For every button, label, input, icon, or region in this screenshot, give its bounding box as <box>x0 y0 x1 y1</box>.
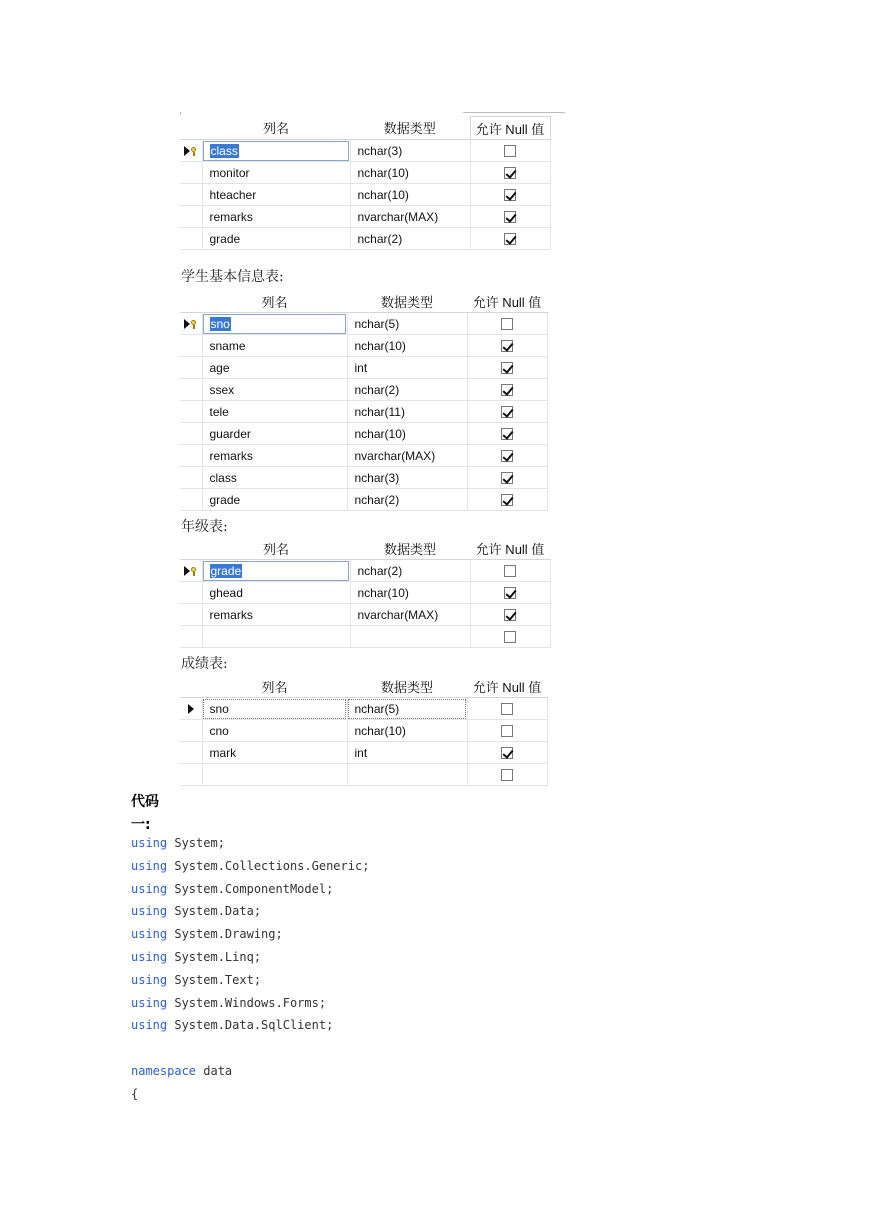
code-line <box>131 882 333 896</box>
column-name-text: tele <box>209 404 229 419</box>
table-row[interactable] <box>180 604 550 626</box>
table-row[interactable] <box>180 162 550 184</box>
code-keyword: namespace <box>131 1064 197 1078</box>
current-row-arrow-icon <box>184 319 190 329</box>
column-name-cell[interactable] <box>202 401 347 423</box>
grade-table-header <box>180 537 550 560</box>
column-name-text: sno <box>209 701 229 716</box>
row-selector[interactable] <box>180 582 202 604</box>
allow-null-checkbox[interactable] <box>504 233 516 245</box>
current-row-arrow-icon <box>184 566 190 576</box>
code-text: System.Text; <box>167 972 262 987</box>
allow-null-cell[interactable] <box>467 764 547 786</box>
code-keyword: using <box>131 858 168 873</box>
code-keyword: using <box>131 972 168 987</box>
data-type-header[interactable]: 数据类型 <box>347 675 467 698</box>
data-type-cell[interactable] <box>350 560 470 582</box>
column-name-cell[interactable] <box>202 357 347 379</box>
allow-null-checkbox[interactable] <box>504 609 516 621</box>
allow-null-cell[interactable] <box>467 467 547 489</box>
data-type-text: nchar(11) <box>354 404 405 419</box>
data-type-text: nchar(10) <box>357 585 409 600</box>
code-keyword: using <box>131 881 168 896</box>
code-text: System.Linq; <box>167 950 262 964</box>
allow-null-cell[interactable] <box>467 698 547 720</box>
row-selector[interactable] <box>180 604 202 626</box>
row-selector[interactable] <box>180 720 202 742</box>
row-selector-header <box>180 675 202 698</box>
column-name-cell[interactable] <box>202 445 347 467</box>
code-line <box>131 1087 138 1101</box>
allow-null-checkbox[interactable] <box>501 428 513 440</box>
column-name-text: class <box>209 470 237 485</box>
data-type-cell[interactable] <box>350 582 470 604</box>
data-type-cell[interactable] <box>347 467 467 489</box>
col-name-header[interactable]: 列名 <box>202 290 347 313</box>
current-row-arrow-icon <box>184 146 190 156</box>
allow-null-header[interactable]: 允许 Null 值 <box>470 117 550 140</box>
row-selector[interactable] <box>180 401 202 423</box>
data-type-text: nchar(10) <box>354 723 406 738</box>
column-name-cell[interactable] <box>202 764 347 786</box>
data-type-text: int <box>354 745 368 760</box>
allow-null-checkbox[interactable] <box>501 406 513 418</box>
data-type-cell[interactable] <box>350 140 470 162</box>
code-text: System.Collections.Generic; <box>167 858 370 873</box>
code-text: System.ComponentModel; <box>167 881 334 896</box>
allow-null-checkbox[interactable] <box>504 587 516 599</box>
allow-null-checkbox[interactable] <box>504 167 516 179</box>
column-name-text: mark <box>209 745 237 760</box>
column-name-text: sname <box>209 338 246 353</box>
row-selector[interactable] <box>180 560 202 582</box>
student-table-body <box>180 313 547 511</box>
allow-null-checkbox[interactable] <box>501 362 513 374</box>
column-name-text: cno <box>209 723 229 738</box>
score-table <box>180 675 548 786</box>
allow-null-cell[interactable] <box>470 604 550 626</box>
data-type-cell[interactable] <box>350 184 470 206</box>
allow-null-cell[interactable] <box>467 401 547 423</box>
data-type-header[interactable]: 数据类型 <box>350 537 470 560</box>
row-selector[interactable] <box>180 489 202 511</box>
grade-table <box>180 537 551 648</box>
column-name-cell[interactable] <box>202 626 350 648</box>
column-name-cell[interactable] <box>202 379 347 401</box>
col-name-header[interactable]: 列名 <box>202 117 350 140</box>
column-name-text: remarks <box>209 607 253 622</box>
row-selector[interactable] <box>180 335 202 357</box>
data-type-text: nvarchar(MAX) <box>357 209 439 224</box>
code-keyword: using <box>131 836 168 850</box>
data-type-text: nchar(10) <box>357 187 409 202</box>
allow-null-cell[interactable] <box>467 423 547 445</box>
row-selector[interactable] <box>180 140 202 162</box>
data-type-text: nchar(3) <box>357 143 403 158</box>
column-name-cell[interactable] <box>202 184 350 206</box>
data-type-cell[interactable] <box>347 445 467 467</box>
primary-key-indicator-icon <box>184 319 197 329</box>
row-selector[interactable] <box>180 228 202 250</box>
table-row[interactable] <box>180 764 547 786</box>
allow-null-checkbox[interactable] <box>501 340 513 352</box>
class-table-header <box>180 117 550 140</box>
row-selector[interactable] <box>180 467 202 489</box>
row-selector[interactable] <box>180 423 202 445</box>
data-type-cell[interactable] <box>347 357 467 379</box>
row-selector[interactable] <box>180 313 202 335</box>
row-selector[interactable] <box>180 742 202 764</box>
code-keyword: using <box>131 995 168 1010</box>
code-line <box>131 950 261 964</box>
code-keyword: using <box>131 904 168 919</box>
key-icon <box>191 147 197 156</box>
column-name-cell[interactable] <box>202 228 350 250</box>
code-line <box>131 1064 232 1078</box>
grade-table-caption: 年级表: <box>181 519 228 535</box>
allow-null-checkbox[interactable] <box>501 494 513 506</box>
table-row[interactable] <box>180 626 550 648</box>
allow-null-header[interactable]: 允许 Null 值 <box>467 675 547 698</box>
column-name-cell[interactable] <box>202 560 350 582</box>
col-name-header[interactable]: 列名 <box>202 675 347 698</box>
data-type-header[interactable]: 数据类型 <box>347 290 467 313</box>
column-name-text: remarks <box>209 448 253 463</box>
data-type-cell[interactable] <box>347 313 467 335</box>
table-row[interactable] <box>180 720 547 742</box>
data-type-text: nvarchar(MAX) <box>357 607 439 622</box>
data-type-text: int <box>354 360 368 375</box>
row-selector[interactable] <box>180 162 202 184</box>
allow-null-checkbox[interactable] <box>501 703 513 715</box>
row-selector-header <box>180 537 202 560</box>
allow-null-checkbox[interactable] <box>504 145 516 157</box>
data-type-text: nchar(10) <box>354 426 406 441</box>
row-selector[interactable] <box>180 379 202 401</box>
table-row[interactable] <box>180 467 547 489</box>
data-type-cell[interactable] <box>350 228 470 250</box>
column-name-text: ssex <box>209 382 235 397</box>
allow-null-header[interactable]: 允许 Null 值 <box>467 290 547 313</box>
table-row[interactable] <box>180 206 550 228</box>
score-table-body <box>180 698 547 786</box>
code-line <box>131 904 261 918</box>
column-name-cell[interactable] <box>202 467 347 489</box>
code-text: { <box>131 1086 139 1101</box>
data-type-header[interactable]: 数据类型 <box>350 117 470 140</box>
column-name-text: guarder <box>209 426 251 441</box>
table-row[interactable] <box>180 582 550 604</box>
data-type-text: nchar(2) <box>357 231 403 246</box>
table-row[interactable] <box>180 184 550 206</box>
row-selector[interactable] <box>180 184 202 206</box>
code-line <box>131 836 225 850</box>
row-selector[interactable] <box>180 764 202 786</box>
data-type-text: nchar(3) <box>354 470 400 485</box>
allow-null-checkbox[interactable] <box>504 565 516 577</box>
row-selector[interactable] <box>180 206 202 228</box>
allow-null-cell[interactable] <box>470 140 550 162</box>
column-name-text: ghead <box>209 585 243 600</box>
column-name-text: monitor <box>209 165 250 180</box>
allow-null-cell[interactable] <box>470 228 550 250</box>
allow-null-header[interactable]: 允许 Null 值 <box>470 537 550 560</box>
column-name-cell[interactable] <box>202 423 347 445</box>
data-type-cell[interactable] <box>347 379 467 401</box>
allow-null-cell[interactable] <box>467 379 547 401</box>
allow-null-cell[interactable] <box>467 720 547 742</box>
column-name-text: remarks <box>209 209 253 224</box>
table-row[interactable] <box>180 335 547 357</box>
column-name-text: grade <box>210 563 242 578</box>
allow-null-cell[interactable] <box>467 445 547 467</box>
col-name-header[interactable]: 列名 <box>202 537 350 560</box>
data-type-text: nchar(2) <box>357 563 403 578</box>
code-text: System.Data; <box>167 904 262 919</box>
code-line <box>131 859 369 873</box>
table-row[interactable] <box>180 445 547 467</box>
table-row[interactable] <box>180 489 547 511</box>
allow-null-checkbox[interactable] <box>501 318 513 330</box>
allow-null-cell[interactable] <box>467 742 547 764</box>
row-selector[interactable] <box>180 445 202 467</box>
data-type-cell[interactable] <box>347 423 467 445</box>
data-type-text: nchar(2) <box>354 492 400 507</box>
code-subheading: 一: <box>131 817 151 833</box>
student-table-header <box>180 290 547 313</box>
column-name-cell[interactable] <box>202 140 350 162</box>
row-selector[interactable] <box>180 698 202 720</box>
class-table-body <box>180 140 550 250</box>
allow-null-checkbox[interactable] <box>501 769 513 781</box>
score-table-caption: 成绩表: <box>181 656 228 672</box>
code-text: System.Windows.Forms; <box>167 995 327 1010</box>
data-type-text: nchar(5) <box>354 316 400 331</box>
allow-null-cell[interactable] <box>470 206 550 228</box>
column-name-text: sno <box>210 316 230 331</box>
code-line <box>131 1018 333 1032</box>
column-name-cell[interactable] <box>202 582 350 604</box>
data-type-text: nchar(10) <box>357 165 409 180</box>
column-name-text: hteacher <box>209 187 257 202</box>
data-type-cell[interactable] <box>347 335 467 357</box>
code-text: System.Drawing; <box>167 927 283 942</box>
code-keyword: using <box>131 927 168 942</box>
row-selector-header <box>180 117 202 140</box>
data-type-cell[interactable] <box>347 720 467 742</box>
code-heading: 代码 <box>131 794 159 810</box>
class-table <box>180 116 551 250</box>
data-type-cell[interactable] <box>347 698 467 720</box>
primary-key-indicator-icon <box>184 146 197 156</box>
allow-null-cell[interactable] <box>470 626 550 648</box>
table-row[interactable] <box>180 228 550 250</box>
allow-null-checkbox[interactable] <box>501 725 513 737</box>
data-type-text: nchar(5) <box>354 701 400 716</box>
allow-null-cell[interactable] <box>470 582 550 604</box>
column-name-text: class <box>210 143 238 158</box>
column-name-text: age <box>209 360 230 375</box>
column-name-cell[interactable] <box>202 698 347 720</box>
allow-null-checkbox[interactable] <box>504 211 516 223</box>
table-row[interactable] <box>180 698 547 720</box>
primary-key-indicator-icon <box>184 566 197 576</box>
column-name-cell[interactable] <box>202 720 347 742</box>
table-row[interactable] <box>180 401 547 423</box>
allow-null-checkbox[interactable] <box>504 631 516 643</box>
column-name-cell[interactable] <box>202 604 350 626</box>
allow-null-cell[interactable] <box>467 335 547 357</box>
allow-null-cell[interactable] <box>467 313 547 335</box>
grade-table-body <box>180 560 550 648</box>
current-row-arrow-icon <box>188 704 194 714</box>
table-row[interactable] <box>180 423 547 445</box>
data-type-cell[interactable] <box>347 401 467 423</box>
code-text: System; <box>167 836 225 850</box>
allow-null-cell[interactable] <box>467 489 547 511</box>
allow-null-cell[interactable] <box>467 357 547 379</box>
allow-null-checkbox[interactable] <box>501 450 513 462</box>
data-type-text: nvarchar(MAX) <box>354 448 436 463</box>
allow-null-cell[interactable] <box>470 162 550 184</box>
code-text: System.Data.SqlClient; <box>167 1018 334 1033</box>
grid-edge-mark <box>180 112 184 115</box>
allow-null-checkbox[interactable] <box>501 747 513 759</box>
allow-null-checkbox[interactable] <box>504 189 516 201</box>
code-line <box>131 927 283 941</box>
column-name-cell[interactable] <box>202 489 347 511</box>
key-icon <box>191 567 197 576</box>
data-type-cell[interactable] <box>350 626 470 648</box>
row-selector[interactable] <box>180 357 202 379</box>
data-type-cell[interactable] <box>347 489 467 511</box>
student-table-caption: 学生基本信息表: <box>181 269 284 285</box>
row-selector-header <box>180 290 202 313</box>
data-type-cell[interactable] <box>350 206 470 228</box>
table-row[interactable] <box>180 560 550 582</box>
allow-null-checkbox[interactable] <box>501 384 513 396</box>
table-row[interactable] <box>180 357 547 379</box>
data-type-text: nchar(10) <box>354 338 406 353</box>
table-row[interactable] <box>180 742 547 764</box>
table-row[interactable] <box>180 379 547 401</box>
column-name-text: grade <box>209 492 241 507</box>
score-table-header <box>180 675 547 698</box>
code-text: data <box>196 1064 233 1078</box>
data-type-cell[interactable] <box>350 604 470 626</box>
data-type-cell[interactable] <box>347 742 467 764</box>
column-name-text: grade <box>209 231 241 246</box>
column-name-cell[interactable] <box>202 206 350 228</box>
code-keyword: using <box>131 1018 168 1033</box>
data-type-text: nchar(2) <box>354 382 400 397</box>
code-keyword: using <box>131 950 168 964</box>
allow-null-cell[interactable] <box>470 560 550 582</box>
data-type-cell[interactable] <box>347 764 467 786</box>
allow-null-cell[interactable] <box>470 184 550 206</box>
student-table <box>180 290 548 511</box>
key-icon <box>191 320 197 329</box>
column-name-cell[interactable] <box>202 742 347 764</box>
table-row[interactable] <box>180 313 547 335</box>
grid-edge-line <box>463 112 565 113</box>
column-name-cell[interactable] <box>202 313 347 335</box>
row-selector[interactable] <box>180 626 202 648</box>
column-name-cell[interactable] <box>202 335 347 357</box>
code-line <box>131 973 261 987</box>
table-row[interactable] <box>180 140 550 162</box>
code-line <box>131 996 326 1010</box>
data-type-cell[interactable] <box>350 162 470 184</box>
column-name-cell[interactable] <box>202 162 350 184</box>
allow-null-checkbox[interactable] <box>501 472 513 484</box>
